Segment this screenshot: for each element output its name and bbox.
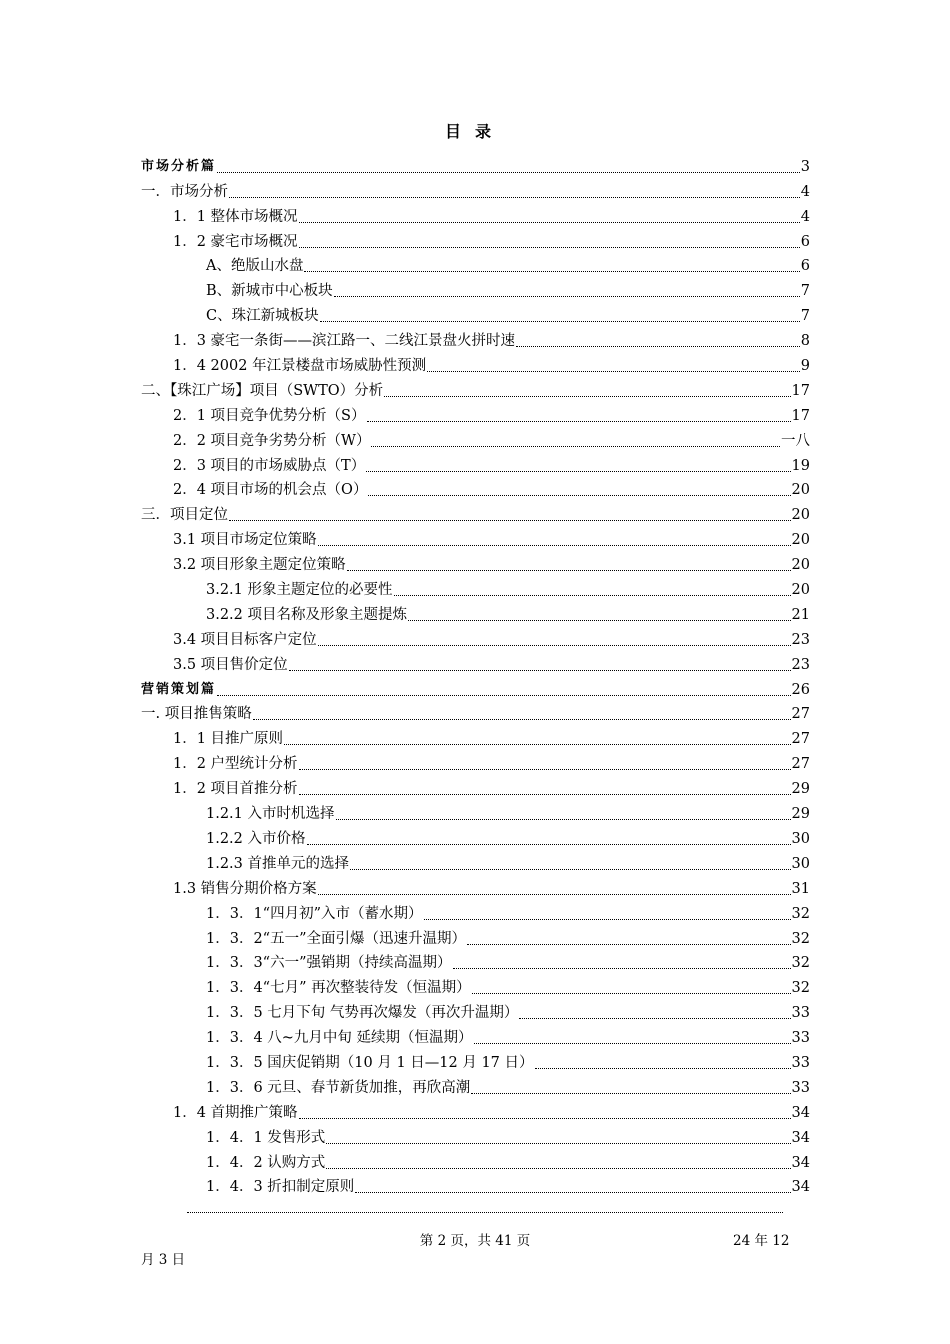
footer-date-part2: 月 3 日	[141, 1252, 186, 1268]
toc-entry[interactable]	[141, 1022, 810, 1047]
toc-entry[interactable]	[141, 275, 810, 300]
toc-entry-title: 市场分析篇	[141, 158, 217, 174]
toc-entry-title: 1．1 整体市场概况	[173, 208, 298, 225]
toc-entry-page: 30	[791, 855, 810, 872]
dot-leader	[424, 919, 791, 920]
footer-page-number: 第 2 页，共 41 页	[419, 1233, 531, 1249]
toc-entry-page: 23	[791, 656, 810, 673]
dot-leader	[326, 1168, 790, 1169]
toc-entry-title: 2．4 项目市场的机会点（O）	[173, 482, 368, 499]
toc-entry[interactable]	[141, 151, 810, 176]
dot-leader	[355, 1192, 790, 1193]
toc-entry-page: 32	[791, 980, 810, 997]
dot-leader	[299, 247, 800, 248]
dot-leader	[304, 271, 799, 272]
toc-entry[interactable]	[141, 972, 810, 997]
toc-entry-page: 30	[791, 830, 810, 847]
toc-entry[interactable]	[141, 400, 810, 425]
dot-leader	[318, 894, 791, 895]
toc-entry-title: 营销策划篇	[141, 681, 217, 697]
dot-leader	[408, 620, 791, 621]
toc-entry-page: 9	[800, 358, 810, 375]
toc-entry[interactable]	[141, 226, 810, 251]
toc-entry-page: 29	[791, 806, 810, 823]
toc-entry-page: 19	[791, 457, 810, 474]
toc-entry-page: 34	[791, 1129, 810, 1146]
toc-entry-title: 1．1 目推广原则	[173, 731, 284, 748]
dot-leader	[253, 719, 791, 720]
toc-entry-title: 3.2.2 项目名称及形象主题提炼	[206, 606, 408, 623]
toc-entry[interactable]	[141, 599, 810, 624]
dot-leader	[318, 545, 791, 546]
toc-entry[interactable]	[141, 898, 810, 923]
toc-entry-title: 3.1 项目市场定位策略	[173, 532, 317, 549]
toc-entry-title: 1.2.3 首推单元的选择	[206, 855, 350, 872]
toc-entry-page: 34	[791, 1104, 810, 1121]
dot-leader	[289, 670, 791, 671]
dot-leader	[366, 471, 790, 472]
toc-entry-title: 1．4．3 折扣制定原则	[206, 1179, 355, 1196]
dot-leader	[229, 520, 791, 521]
toc-entry-page: 34	[791, 1179, 810, 1196]
toc-entry-title: 1．4．1 发售形式	[206, 1129, 326, 1146]
toc-entry-title: 3.2 项目形象主题定位策略	[173, 557, 346, 574]
toc-entry-title: 3.5 项目售价定位	[173, 656, 288, 673]
dot-leader	[217, 172, 800, 173]
toc-entry[interactable]	[141, 873, 810, 898]
toc-entry-page: 33	[791, 1005, 810, 1022]
toc-entry-page: 31	[791, 880, 810, 897]
toc-entry-page: 17	[791, 407, 810, 424]
toc-entry-page: 33	[791, 1030, 810, 1047]
toc-entry-page: 20	[791, 482, 810, 499]
toc-entry[interactable]	[141, 1072, 810, 1097]
toc-entry-title: 1.2.1 入市时机选择	[206, 806, 335, 823]
toc-entry[interactable]	[141, 201, 810, 226]
toc-entry[interactable]	[141, 1172, 810, 1197]
toc-entry[interactable]	[141, 425, 810, 450]
toc-entry[interactable]	[141, 1147, 810, 1172]
toc-entry-title: 2．3 项目的市场威胁点（T）	[173, 457, 366, 474]
toc-entry-page: 27	[791, 706, 810, 723]
toc-entry-page: 7	[800, 308, 810, 325]
toc-entry-title: 1．3．1“四月初”入市（蓄水期）	[206, 905, 423, 922]
toc-entry-title: 1．3．5 七月下旬 气势再次爆发（再次升温期）	[206, 1005, 519, 1022]
toc-entry-title: 1．2 户型统计分析	[173, 756, 298, 773]
toc-entry-page: 20	[791, 532, 810, 549]
toc-entry-title: 一．市场分析	[141, 183, 228, 200]
dot-leader	[350, 869, 791, 870]
dot-leader	[519, 1018, 790, 1019]
toc-entry-page: 8	[800, 333, 810, 350]
toc-entry-page: 6	[800, 258, 810, 275]
toc-entry-title: 1．3．4“七月” 再次整装待发（恒温期）	[206, 980, 471, 997]
dot-leader	[471, 1093, 790, 1094]
toc-entry-page: 32	[791, 905, 810, 922]
footer-divider	[187, 1212, 783, 1213]
dot-leader	[474, 1043, 791, 1044]
dot-leader	[299, 769, 791, 770]
toc-entry[interactable]	[141, 624, 810, 649]
toc-entry-page: 6	[800, 233, 810, 250]
toc-entry[interactable]	[141, 748, 810, 773]
dot-leader	[472, 993, 791, 994]
toc-entry[interactable]	[141, 723, 810, 748]
toc-entry-title: 1．3．6 元旦、春节新货加推，再欣高潮	[206, 1079, 471, 1096]
table-of-contents	[141, 151, 810, 1196]
toc-entry[interactable]	[141, 549, 810, 574]
toc-entry-title: 3.4 项目目标客户定位	[173, 631, 317, 648]
dot-leader	[334, 296, 800, 297]
toc-entry-title: C、珠江新城板块	[206, 308, 319, 325]
toc-entry[interactable]	[141, 997, 810, 1022]
toc-entry-page: 20	[791, 557, 810, 574]
toc-entry-title: 1．4．2 认购方式	[206, 1154, 326, 1171]
dot-leader	[427, 371, 800, 372]
toc-entry-title: 1．3．3“六一”强销期（持续高温期）	[206, 955, 452, 972]
dot-leader	[516, 346, 800, 347]
dot-leader	[307, 844, 791, 845]
toc-entry-title: 1．3．5 国庆促销期（10 月 1 日—12 月 17 日）	[206, 1054, 534, 1071]
toc-entry-page: 26	[791, 681, 810, 698]
toc-entry-page: 27	[791, 731, 810, 748]
toc-entry-title: B、新城市中心板块	[206, 283, 333, 300]
toc-entry[interactable]	[141, 923, 810, 948]
toc-entry-title: 一. 项目推售策略	[141, 706, 252, 723]
dot-leader	[229, 197, 800, 198]
dot-leader	[535, 1068, 791, 1069]
toc-entry-page: 20	[791, 582, 810, 599]
toc-entry-title: 1．4 首期推广策略	[173, 1104, 298, 1121]
toc-entry[interactable]	[141, 251, 810, 276]
dot-leader	[320, 321, 800, 322]
dot-leader	[284, 744, 790, 745]
toc-entry-title: A、绝版山水盘	[206, 258, 304, 275]
dot-leader	[299, 222, 800, 223]
toc-entry[interactable]	[141, 848, 810, 873]
toc-entry[interactable]	[141, 475, 810, 500]
toc-entry[interactable]	[141, 798, 810, 823]
toc-entry-page: 21	[791, 606, 810, 623]
toc-entry-page: 23	[791, 631, 810, 648]
toc-entry-title: 三．项目定位	[141, 507, 228, 524]
toc-entry-page: 34	[791, 1154, 810, 1171]
dot-leader	[217, 695, 791, 696]
toc-entry-page: 32	[791, 955, 810, 972]
toc-entry-page: 33	[791, 1054, 810, 1071]
toc-entry-title: 二、【珠江广场】项目（SWTO）分析	[141, 382, 384, 399]
toc-entry-title: 1．3 豪宅一条街——滨江路一、二线江景盘火拼时速	[173, 333, 516, 350]
toc-entry-page: 29	[791, 781, 810, 798]
toc-entry-title: 3.2.1 形象主题定位的必要性	[206, 582, 393, 599]
dot-leader	[318, 645, 791, 646]
toc-entry[interactable]	[141, 300, 810, 325]
toc-entry[interactable]	[141, 948, 810, 973]
dot-leader	[394, 595, 791, 596]
toc-entry[interactable]	[141, 649, 810, 674]
toc-entry-page: 4	[800, 208, 810, 225]
toc-entry[interactable]	[141, 1097, 810, 1122]
toc-entry[interactable]	[141, 674, 810, 699]
toc-entry-page: 33	[791, 1079, 810, 1096]
dot-leader	[368, 495, 790, 496]
toc-entry[interactable]	[141, 1122, 810, 1147]
dot-leader	[326, 1143, 790, 1144]
toc-entry-page: 7	[800, 283, 810, 300]
dot-leader	[467, 944, 791, 945]
dot-leader	[336, 819, 791, 820]
toc-entry-page: 27	[791, 756, 810, 773]
toc-entry[interactable]	[141, 375, 810, 400]
toc-entry-title: 2．2 项目竞争劣势分析（W）	[173, 432, 371, 449]
toc-entry[interactable]	[141, 524, 810, 549]
toc-entry-title: 1．4 2002 年江景楼盘市场威胁性预测	[173, 358, 427, 375]
toc-entry-page: 32	[791, 930, 810, 947]
toc-entry[interactable]	[141, 1047, 810, 1072]
toc-entry[interactable]	[141, 450, 810, 475]
page-title: 目录	[444, 122, 505, 141]
toc-entry-page: 3	[800, 158, 810, 175]
dot-leader	[371, 446, 780, 447]
toc-entry-page: 17	[791, 382, 810, 399]
toc-entry[interactable]	[141, 325, 810, 350]
dot-leader	[384, 396, 790, 397]
toc-entry[interactable]	[141, 499, 810, 524]
toc-entry[interactable]	[141, 574, 810, 599]
toc-entry-title: 1．3．4 八~九月中旬 延续期（恒温期）	[206, 1030, 473, 1047]
toc-entry-page: 4	[800, 183, 810, 200]
toc-entry-title: 2．1 项目竞争优势分析（S）	[173, 407, 366, 424]
toc-entry-title: 1．2 豪宅市场概况	[173, 233, 298, 250]
toc-entry-title: 1．2 项目首推分析	[173, 781, 298, 798]
toc-entry[interactable]	[141, 699, 810, 724]
dot-leader	[299, 1118, 791, 1119]
toc-entry-title: 1．3．2“五一”全面引爆（迅速升温期）	[206, 930, 467, 947]
dot-leader	[347, 570, 791, 571]
toc-entry[interactable]	[141, 176, 810, 201]
toc-entry-title: 1.2.2 入市价格	[206, 830, 306, 847]
dot-leader	[299, 794, 791, 795]
toc-entry-page: 20	[791, 507, 810, 524]
dot-leader	[453, 968, 791, 969]
toc-entry[interactable]	[141, 773, 810, 798]
toc-entry[interactable]	[141, 350, 810, 375]
toc-entry[interactable]	[141, 823, 810, 848]
footer-date-part1: 24 年 12	[733, 1233, 790, 1249]
dot-leader	[367, 421, 791, 422]
toc-entry-title: 1.3 销售分期价格方案	[173, 880, 317, 897]
toc-entry-page: 一八	[781, 432, 810, 449]
